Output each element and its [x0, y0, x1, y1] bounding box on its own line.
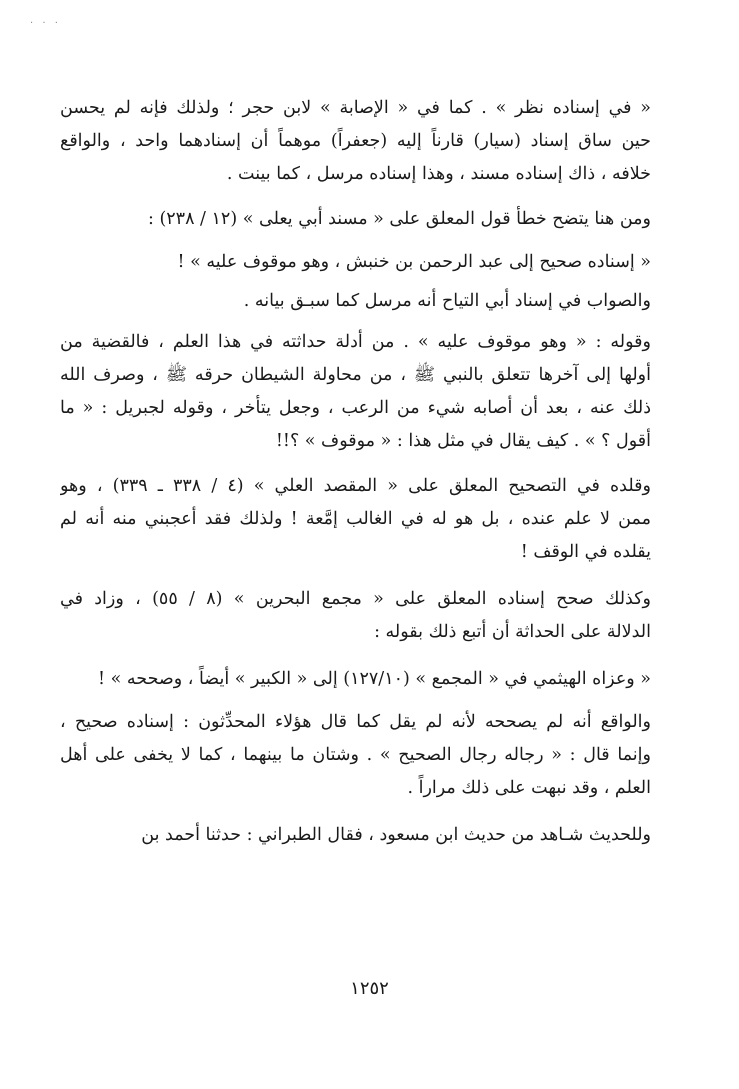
- text-line: وقلده في التصحيح المعلق على « المقصد العلي » (٤ / ٣٣٨ ـ ٣٣٩) ، وهو: [60, 476, 651, 496]
- text-line: وإنما قال : « رجاله رجال الصحيح » . وشتان ما بينهما ، كما لا يخفى على أهل: [60, 745, 651, 765]
- paragraph-gap: [60, 696, 651, 706]
- text-line: وللحديث شـاهد من حديث ابن مسعود ، فقال الطبراني : حدثنا أحمد بن: [141, 825, 651, 845]
- paragraph-gap: [60, 805, 651, 819]
- paragraph-gap: [60, 236, 651, 246]
- paragraph: [60, 285, 651, 318]
- text-line: والصواب في إسناد أبي التياح أنه مرسل كما سبـق بيانه .: [243, 291, 651, 311]
- paragraph: [60, 92, 651, 191]
- paragraph: [60, 706, 651, 805]
- text-line: والواقع أنه لم يصححه لأنه لم يقل كما قال هؤلاء المحدِّثون : إسناده صحيح ،: [60, 712, 651, 732]
- text-line: حين ساق إسناد (سيار) قارناً إليه (جعفراً) موهماً أن إسنادهما واحد ، والواقع: [60, 131, 651, 151]
- text-line: خلافه ، ذاك إسناده مسند ، وهذا إسناده مرسل ، كما بينت .: [226, 164, 651, 184]
- text-line: « إسناده صحيح إلى عبد الرحمن بن خنبش ، وهو موقوف عليه » !: [177, 252, 651, 272]
- corner-mark: · · ·: [30, 18, 61, 29]
- paragraph-gap: [60, 191, 651, 203]
- paragraph-gap: [60, 458, 651, 470]
- paragraph: [60, 203, 651, 236]
- text-line: وقوله : « وهو موقوف عليه » . من أدلة حداثته في هذا العلم ، فالقضية من: [60, 332, 651, 352]
- body-text: [60, 92, 651, 852]
- text-line: « في إسناده نظر » . كما في « الإصابة » لابن حجر ؛ ولذلك فإنه لم يحسن: [60, 98, 651, 118]
- paragraph-gap: [60, 569, 651, 583]
- text-line: أولها إلى آخرها تتعلق بالنبي ﷺ ، من محاولة الشيطان حرقه ﷺ ، وصرف الله: [60, 365, 651, 385]
- paragraph-gap: [60, 649, 651, 663]
- paragraph: [60, 583, 651, 649]
- paragraph: [60, 819, 651, 852]
- text-line: « وعزاه الهيثمي في « المجمع » (١٢٧/١٠) إلى « الكبير » أيضاً ، وصححه » !: [98, 669, 651, 689]
- paragraph: [60, 326, 651, 458]
- text-line: ومن هنا يتضح خطأ قول المعلق على « مسند أبي يعلى » (١٢ / ٢٣٨) :: [147, 209, 651, 229]
- text-line: ممن لا علم عنده ، بل هو له في الغالب إمَّعة ! ولذلك فقد أعجبني منه أنه لم: [60, 509, 651, 529]
- text-line: وكذلك صحح إسناده المعلق على « مجمع البحرين » (٨ / ٥٥) ، وزاد في: [60, 589, 651, 609]
- paragraph-gap: [60, 318, 651, 326]
- paragraph: [60, 470, 651, 569]
- paragraph: [60, 663, 651, 696]
- text-line: الدلالة على الحداثة أن أتبع ذلك بقوله :: [374, 622, 651, 642]
- text-line: ذلك عنه ، بعد أن أصابه شيء من الرعب ، وجعل يتأخر ، وقوله لجبريل : « ما: [60, 398, 651, 418]
- text-line: يقلده في الوقف !: [520, 542, 651, 562]
- paragraph: [60, 246, 651, 279]
- text-line: أقول ؟ » . كيف يقال في مثل هذا : « موقوف » ؟!!: [275, 431, 651, 451]
- text-line: العلم ، وقد نبهت على ذلك مراراً .: [407, 778, 651, 798]
- page-number: ١٢٥٢: [350, 978, 389, 999]
